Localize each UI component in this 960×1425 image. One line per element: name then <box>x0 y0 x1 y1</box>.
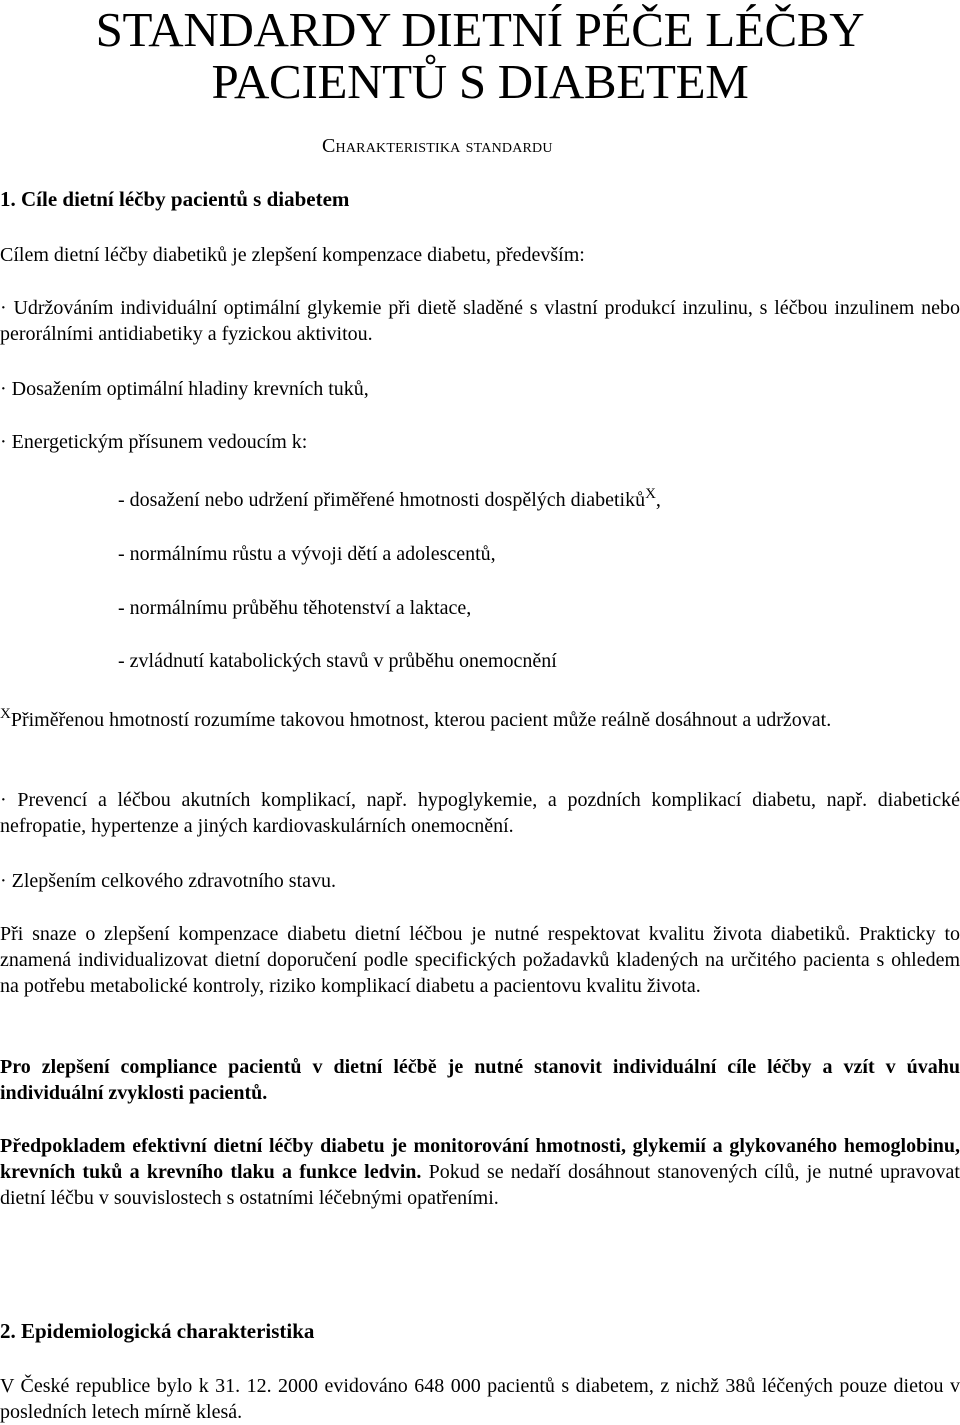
footnote-text: Přiměřenou hmotností rozumíme takovou hmotnost, kterou pacient může reálně dosáhnout a udržovat. <box>10 709 832 731</box>
bullet-prevention: · Prevencí a léčbou akutních komplikací, např. hypoglykemie, a pozdních komplikací diabetu, např. diabetické nefropatie, hypertenze a jiných kardiovaskulárních onemocnění. <box>0 789 960 837</box>
paragraph-monitoring <box>0 1133 960 1211</box>
subtitle: Charakteristika standardu <box>322 135 553 157</box>
paragraph-monitoring-rest: Pokud se nedaří dosáhnout stanovených cílů, je nutné upravovat dietní léčbu v souvislostech s ostatními léčebnými opatřeními. <box>0 1161 960 1209</box>
bullet-glycemia: · Udržováním individuální optimální glykemie při dietě sladěné s vlastní produkcí inzulinu, s léčbou inzulinem nebo perorálními antidiabetiky a fyzickou aktivitou. <box>0 297 960 345</box>
sub-item-weight <box>118 487 960 513</box>
sub-item-pregnancy: - normálnímu průběhu těhotenství a laktace, <box>118 597 472 619</box>
section-1-heading: 1. Cíle dietní léčby pacientů s diabetem <box>0 187 350 211</box>
document-title <box>0 4 960 108</box>
sub-item-growth: - normálnímu růstu a vývoji dětí a adolescentů, <box>118 543 496 565</box>
sub-item-weight-text: - dosažení nebo udržení přiměřené hmotnosti dospělých diabetiků <box>118 489 646 511</box>
paragraph-epidemiology: V České republice bylo k 31. 12. 2000 evidováno 648 000 pacientů s diabetem, z nichž 38ů léčených pouze dietou v posledních letech mírně klesá. <box>0 1375 960 1423</box>
title-line-1: STANDARDY DIETNÍ PÉČE LÉČBY <box>95 2 865 57</box>
footnote-mark: X <box>0 706 11 722</box>
sub-item-catabolic: - zvládnutí katabolických stavů v průběhu onemocnění <box>118 650 557 672</box>
footnote <box>0 707 960 733</box>
bullet-lipids: · Dosažením optimální hladiny krevních tuků, <box>0 378 369 400</box>
section-2-heading: 2. Epidemiologická charakteristika <box>0 1319 315 1343</box>
bullet-health: · Zlepšením celkového zdravotního stavu. <box>0 870 337 892</box>
paragraph-quality-of-life: Při snaze o zlepšení kompenzace diabetu dietní léčbou je nutné respektovat kvalitu života diabetiků. Prakticky to znamená individualizovat dietní doporučení podle specifických požadavků kladených na určitého pacienta s ohledem na potřebu metabolické kontroly, riziko komplikací diabetu a pacientovu kvalitu života. <box>0 923 960 997</box>
title-line-2: PACIENTŮ S DIABETEM <box>211 54 749 109</box>
footnote-marker: X <box>645 486 656 502</box>
bullet-energy: · Energetickým přísunem vedoucím k: <box>0 431 308 453</box>
intro-paragraph: Cílem dietní léčby diabetiků je zlepšení kompenzace diabetu, především: <box>0 244 585 266</box>
paragraph-monitoring-bold: Předpokladem efektivní dietní léčby diabetu je monitorování hmotnosti, glykemií a glykovaného hemoglobinu, krevních tuků a krevního tlaku a funkce ledvin. <box>0 1135 960 1183</box>
paragraph-compliance: Pro zlepšení compliance pacientů v dietní léčbě je nutné stanovit individuální cíle léčby a vzít v úvahu individuální zvyklosti pacientů. <box>0 1056 960 1104</box>
sub-item-weight-end: , <box>655 489 661 511</box>
